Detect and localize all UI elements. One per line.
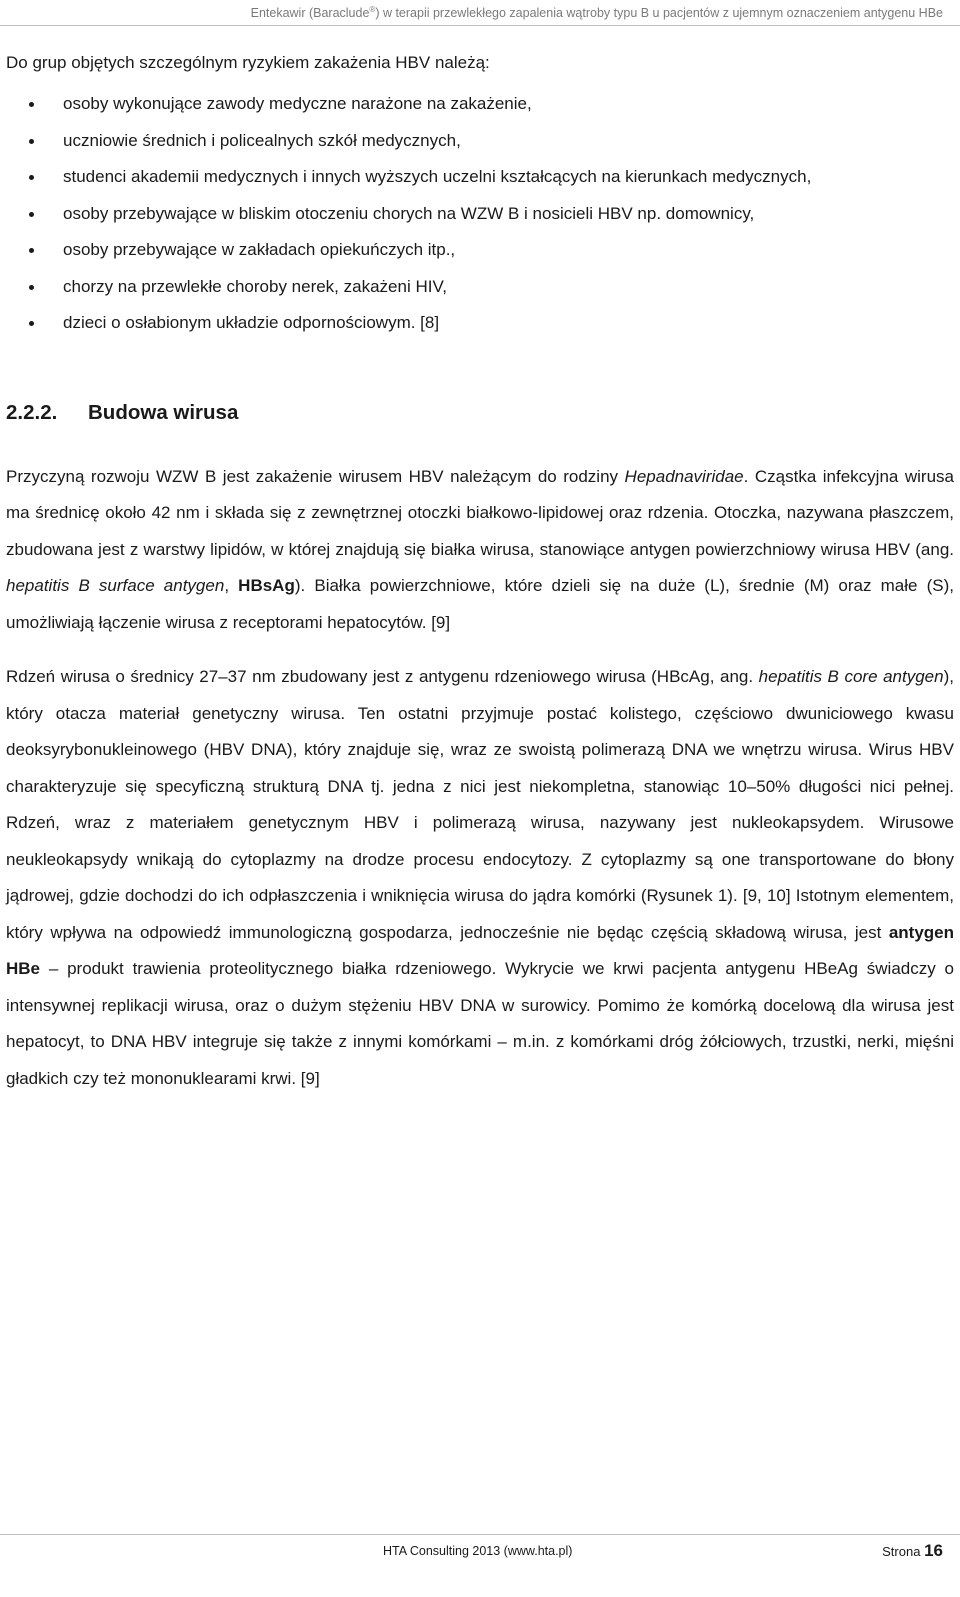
registered-mark: ® [369,5,376,14]
text-run: , [224,576,239,595]
text-run: . Cząstka infekcyjna wirusa ma średnicę około 42 nm i składa się z zewnętrznej otoczki białkowo-lipidowej oraz rdzenia. Otoczka, nazywana płaszczem, zbudowana jest z warstwy lipidów, w której znajdują się białka wirusa, stanowiące antygen powierzchniowy wirusa HBV (ang. [6,466,954,559]
list-item: osoby przebywające w bliskim otoczeniu chorych na WZW B i nosicieli HBV np. domownicy, [6,196,954,233]
page-number-value: 16 [924,1541,943,1560]
italic-term: hepatitis B surface antygen [6,576,225,595]
list-item: osoby przebywające w zakładach opiekuńczych itp., [6,232,954,269]
risk-group-list [6,86,954,342]
section-heading [6,398,954,428]
list-item: studenci akademii medycznych i innych wyższych uczelni kształcących na kierunkach medycznych, [6,159,954,196]
page-label: Strona [882,1544,921,1559]
bold-term: HBsAg [238,576,295,595]
paragraph-virus-structure [6,459,954,642]
intro-text: Do grup objętych szczególnym ryzykiem zakażenia HBV należą: [6,53,490,72]
italic-term: hepatitis B core antygen [758,667,944,686]
paragraph-virus-core [6,659,954,1097]
header-title-part2: ) w terapii przewlekłego zapalenia wątroby typu B u pacjentów z ujemnym oznaczeniem antygenu HBe [375,6,943,21]
main-content [6,48,954,1097]
list-item: osoby wykonujące zawody medyczne narażone na zakażenie, [6,86,954,123]
page-number [882,1541,943,1561]
header-title-part1: Entekawir (Baraclude [250,6,370,21]
header-rule [0,25,960,26]
bold-term: antygen HBe [6,922,954,978]
text-run: ), który otacza materiał genetyczny wirusa. Ten ostatni przyjmuje postać kolistego, częściowo dwuniciowego kwasu deoksyrybonukleinowego (HBV DNA), który znajduje się, wraz ze swoistą polimerazą DNA we wnętrzu wirusa. Wirus HBV charakteryzuje się specyficzną strukturą DNA tj. jedna z nici jest niekompletna, stanowiąc 10–50% długości nici pełnej. Rdzeń, wraz z materiałem genetycznym HBV i polimerazą wirusa, nazywany jest nukleokapsydem. Wirusowe neukleokapsydy wnikają do cytoplazmy na drodze procesu endocytozy. Z cytoplazmy są one transportowane do błony jądrowej, gdzie dochodzi do ich odpłaszczenia i wniknięcia wirusa do jądra komórki (Rysunek 1). [9, 10] Istotnym elementem, który wpływa na odpowiedź immunologiczną gospodarza, jednocześnie nie będąc częścią składową wirusa, jest [6,667,954,942]
running-header [251,5,943,20]
text-run: Przyczyną rozwoju WZW B jest zakażenie wirusem HBV należącym do rodziny [6,466,625,486]
list-item: uczniowie średnich i policealnych szkół medycznych, [6,123,954,160]
list-item: dzieci o osłabionym układzie odpornościowym. [8] [6,305,954,342]
footer-rule [0,1534,960,1535]
italic-term: Hepadnaviridae [624,466,744,486]
text-run: ). Białka powierzchniowe, które dzieli się na duże (L), średnie (M) oraz małe (S), umożliwiają łączenie wirusa z receptorami hepatocytów. [9] [6,576,955,632]
footer-publisher: HTA Consulting 2013 (www.hta.pl) [383,1544,573,1558]
section-title: Budowa wirusa [88,400,239,424]
section-number: 2.2.2. [6,400,58,424]
list-item: chorzy na przewlekłe choroby nerek, zakażeni HIV, [6,269,954,306]
text-run: – produkt trawienia proteolitycznego białka rdzeniowego. Wykrycie we krwi pacjenta antygenu HBeAg świadczy o intensywnej replikacji wirusa, oraz o dużym stężeniu HBV DNA w surowicy. Pomimo że komórką docelową dla wirusa jest hepatocyt, to DNA HBV integruje się także z innymi komórkami – m.in. z komórkami dróg żółciowych, trzustki, nerki, mięśni gładkich czy też mononuklearami krwi. [9] [6,959,954,1088]
text-run: Rdzeń wirusa o średnicy 27–37 nm zbudowany jest z antygenu rdzeniowego wirusa (HBcAg, ang. [6,667,759,686]
